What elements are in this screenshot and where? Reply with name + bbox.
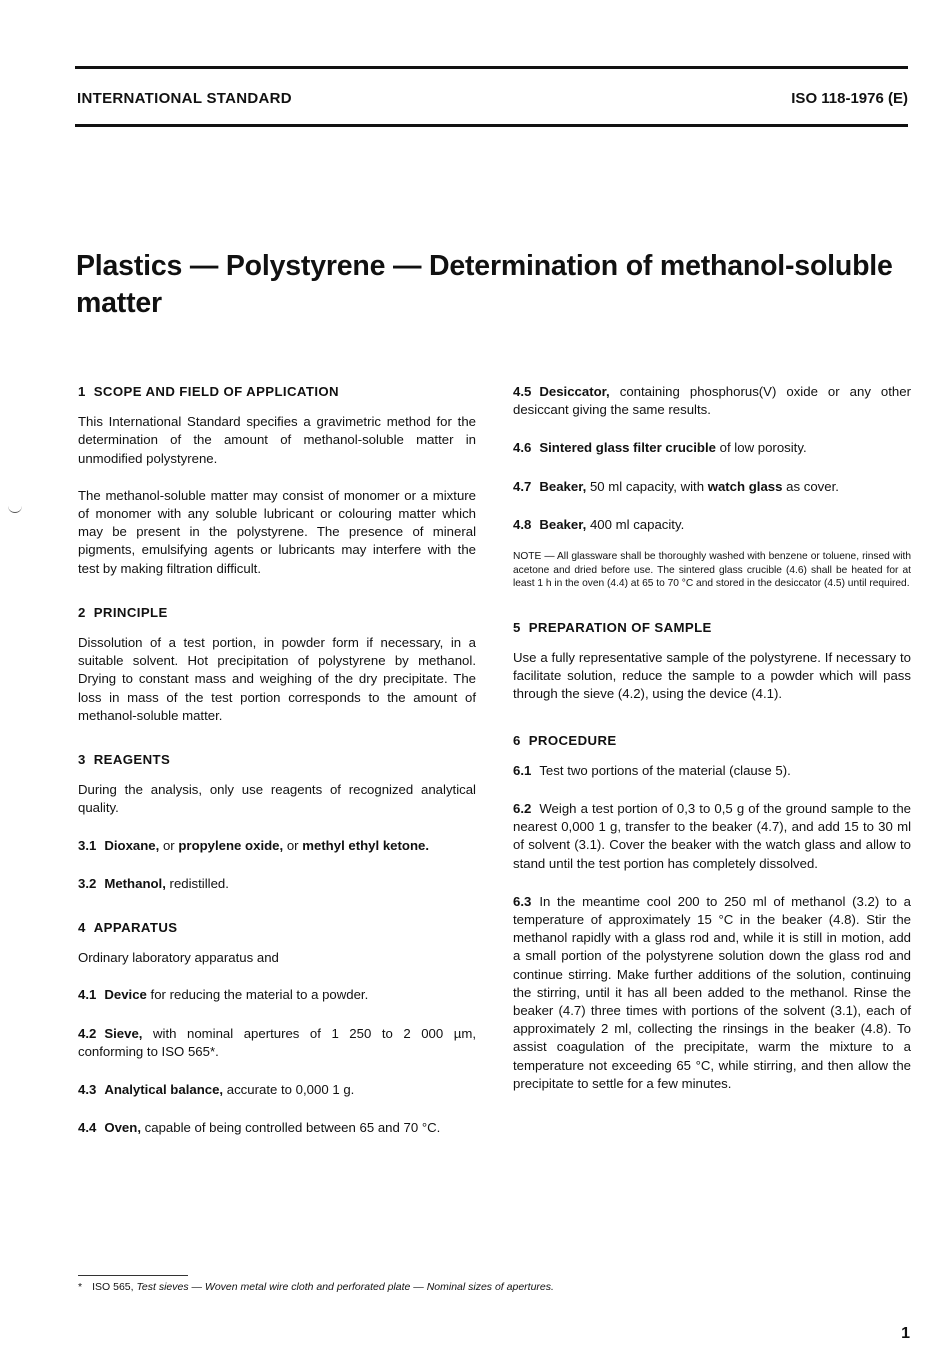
- scan-margin-mark: [8, 506, 22, 513]
- scope-paragraph-1: This International Standard specifies a gravimetric method for the determination of the amount of methanol-soluble matter in unmodified polystyrene.: [78, 414, 476, 466]
- reagent-item-3-2: 3.2 Methanol, redistilled.: [78, 875, 229, 891]
- procedure-item-6-3: 6.3 In the meantime cool 200 to 250 ml of methanol (3.2) to a temperature of approximately 15 °C in the beaker (4.8). Stir the methanol rapidly with a glass rod and, while it is still in motion, add a small portion of the polystyrene solution down the glass rod and continue stirring. Make further additions of the solution, continuing the stirring, until it has all been added to the methanol. Rinse the beaker (4.7) three times with portions of the solvent (3.1), each of approximately 2 ml, collecting the rinsings in the beaker (4.8). To assist coagulation of the precipitate, warm the mixture to a temperature not exceeding 65 °C, while stirring, and then allow the precipitate to settle for a few minutes.: [513, 893, 911, 1091]
- right-column: [513, 383, 911, 1113]
- title-line-1: Plastics — Polystyrene — Determination of methanol-soluble: [76, 250, 893, 282]
- reagent-item-3-1: 3.1 Dioxane, or propylene oxide, or methyl ethyl ketone.: [78, 837, 430, 853]
- header-standard-type: INTERNATIONAL STANDARD: [77, 90, 292, 107]
- scope-paragraph-2: The methanol-soluble matter may consist of monomer or a mixture of monomer with any soluble lubricant or colouring matter which may be present in the polystyrene. The presence of mineral pigments, emulsifying agents or lubricants may interfere with the test by making filtration difficult.: [78, 487, 476, 576]
- section-heading-principle: 2 PRINCIPLE: [78, 604, 168, 620]
- apparatus-item-4-8: 4.8 Beaker, 400 ml capacity.: [513, 516, 685, 532]
- apparatus-item-4-1: 4.1 Device for reducing the material to a powder.: [78, 987, 369, 1003]
- apparatus-intro: Ordinary laboratory apparatus and: [78, 950, 279, 966]
- section-heading-apparatus: 4 APPARATUS: [78, 920, 178, 936]
- procedure-item-6-1: 6.1 Test two portions of the material (clause 5).: [513, 762, 791, 778]
- section-heading-scope: 1 SCOPE AND FIELD OF APPLICATION: [78, 384, 339, 399]
- footnote: * ISO 565, Test sieves — Woven metal wire cloth and perforated plate — Nominal sizes of apertures.: [78, 1281, 554, 1293]
- glassware-note: NOTE — All glassware shall be thoroughly washed with benzene or toluene, rinsed with acetone and dried before use. The sintered glass crucible (4.6) shall be heated for at least 1 h in the oven (4.4) at 65 to 70 °C and stored in the desiccator (4.5) until required.: [513, 551, 911, 590]
- section-heading-reagents: 3 REAGENTS: [78, 752, 171, 768]
- apparatus-item-4-5: 4.5 Desiccator, containing phosphorus(V) oxide or any other desiccant giving the same results.: [513, 384, 911, 418]
- footnote-rule: [78, 1275, 188, 1276]
- title-line-2: matter: [76, 287, 162, 319]
- apparatus-item-4-4: 4.4 Oven, capable of being controlled between 65 and 70 °C.: [78, 1120, 441, 1136]
- header-top-rule: [75, 66, 908, 69]
- section-heading-procedure: 6 PROCEDURE: [513, 732, 617, 748]
- procedure-item-6-2: 6.2 Weigh a test portion of 0,3 to 0,5 g of the ground sample to the nearest 0,000 1 g, transfer to the beaker (4.7), and add 15 to 30 ml of solvent (3.1). Cover the beaker with the watch glass and allow to stand until the test portion has completely dissolved.: [513, 801, 911, 871]
- apparatus-item-4-7: 4.7 Beaker, 50 ml capacity, with watch glass as cover.: [513, 478, 839, 494]
- reagents-intro: During the analysis, only use reagents of recognized analytical quality.: [78, 782, 476, 816]
- section-heading-preparation: 5 PREPARATION OF SAMPLE: [513, 619, 712, 635]
- page-number: 1: [901, 1325, 910, 1342]
- preparation-paragraph: Use a fully representative sample of the polystyrene. If necessary to facilitate solution, reduce the sample to a powder which will pass through the sieve (4.2), using the device (4.1).: [513, 650, 911, 702]
- apparatus-item-4-3: 4.3 Analytical balance, accurate to 0,000 1 g.: [78, 1082, 355, 1098]
- apparatus-item-4-2: 4.2 Sieve, with nominal apertures of 1 250 to 2 000 µm, conforming to ISO 565*.: [78, 1025, 476, 1059]
- header-document-number: ISO 118-1976 (E): [791, 90, 908, 107]
- left-column: [78, 383, 476, 1157]
- page-title: [76, 248, 916, 322]
- apparatus-item-4-6: 4.6 Sintered glass filter crucible of low porosity.: [513, 440, 807, 456]
- header-bottom-rule: [75, 124, 908, 127]
- principle-paragraph: Dissolution of a test portion, in powder form if necessary, in a suitable solvent. Hot precipitation of polystyrene by methanol. Drying to constant mass and weighing of the dry precipitate. The loss in mass of the test portion corresponds to the amount of methanol-soluble matter.: [78, 635, 476, 723]
